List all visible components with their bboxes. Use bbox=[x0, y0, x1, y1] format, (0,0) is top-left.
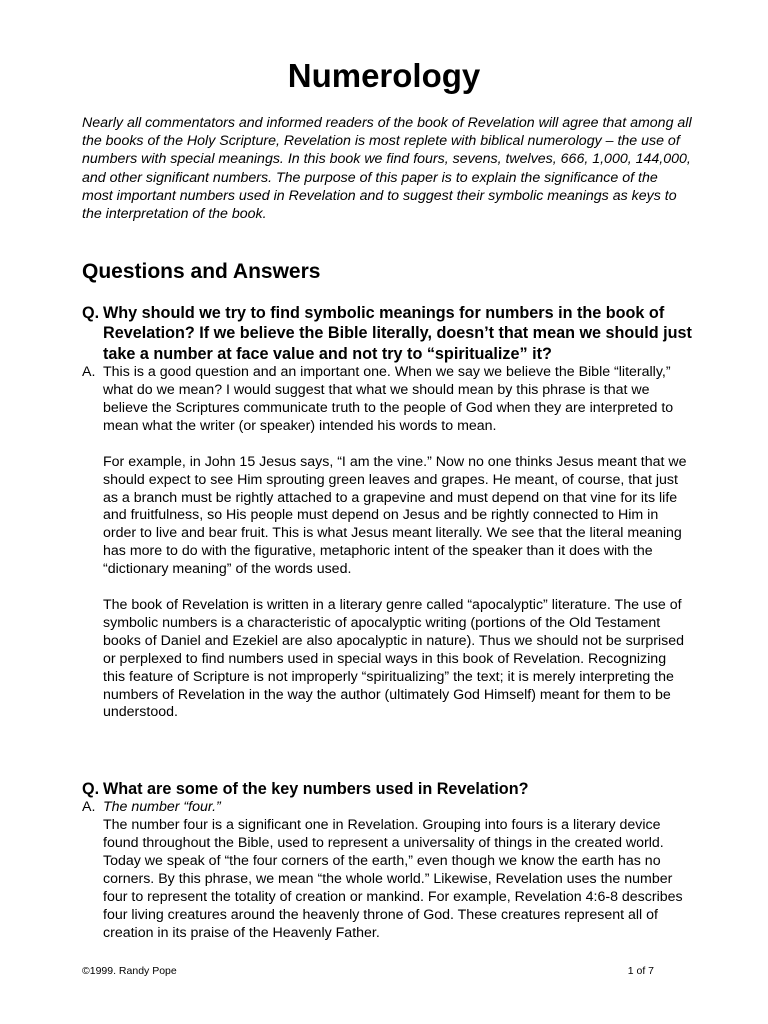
qa-block-1 bbox=[82, 303, 692, 722]
answer-paragraph: The book of Revelation is written in a literary genre called “apocalyptic” literature. The use of symbolic numbers is a characteristic of apocalyptic writing (portions of the Old Testament books of Daniel and Ezekiel are also apocalyptic in nature). Thus we should not be surprised or perplexed to find numbers used in special ways in this book of Revelation. Recognizing this feature of Scripture is not improperly “spiritualizing” the text; it is merely interpreting the numbers of Revelation in the way the author (ultimately God Himself) meant for them to be understood. bbox=[103, 596, 684, 721]
answer-paragraph: For example, in John 15 Jesus says, “I am the vine.” Now no one thinks Jesus meant that we should expect to see Him sprouting green leaves and grapes. He meant, of course, that just as a branch must be rightly attached to a grapevine and must depend on that vine for its life and fruitfulness, so His people must depend on Jesus and be rightly connected to Him in order to live and bear fruit. This is what Jesus meant literally. We see that the literal meaning has more to do with the figurative, metaphoric intent of the speaker than it does with the “dictionary meaning” of the words used. bbox=[103, 453, 687, 578]
footer-page-number: 1 of 7 bbox=[627, 965, 654, 977]
answer-marker: A. bbox=[82, 364, 96, 381]
answer-subheading: The number “four.” bbox=[103, 799, 221, 816]
section-heading: Questions and Answers bbox=[82, 260, 321, 283]
qa-block-2 bbox=[82, 779, 692, 943]
answer-marker: A. bbox=[82, 799, 96, 816]
answer-paragraph: This is a good question and an important one. When we say we believe the Bible “literally,” what do we mean? I would suggest that what we should mean by this phrase is that we believe the Scriptures communicate truth to the people of God when they are interpreted to mean what the writer (or speaker) intended his words to mean. bbox=[103, 364, 674, 434]
answer-row bbox=[82, 364, 692, 722]
answer-row bbox=[82, 799, 692, 942]
question-marker: Q. bbox=[82, 780, 100, 798]
question-marker: Q. bbox=[82, 304, 100, 322]
question-row bbox=[82, 779, 692, 799]
intro-paragraph: Nearly all commentators and informed readers of the book of Revelation will agree that among all the books of the Holy Scripture, Revelation is most replete with biblical numerology – the use of numbers with special meanings. In this book we find fours, sevens, twelves, 666, 1,000, 144,000, and other significant numbers. The purpose of this paper is to explain the significance of the most important numbers used in Revelation and to suggest their symbolic meanings as keys to the interpretation of the book. bbox=[82, 115, 692, 223]
question-text: What are some of the key numbers used in Revelation? bbox=[103, 780, 529, 798]
answer-body bbox=[103, 364, 692, 722]
footer-copyright: ©1999. Randy Pope bbox=[82, 965, 177, 977]
page-title: Numerology bbox=[287, 57, 481, 94]
question-row bbox=[82, 303, 692, 364]
answer-body bbox=[103, 799, 692, 942]
answer-paragraph: The number four is a significant one in Revelation. Grouping into fours is a literary device found throughout the Bible, used to represent a universality of things in the created world. Today we speak of “the four corners of the earth,” even though we know the earth has no corners. By this phrase, we mean “the whole world.” Likewise, Revelation uses the number four to represent the totality of creation or mankind. For example, Revelation 4:6-8 describes four living creatures around the heavenly throne of God. These creatures represent all of creation in its praise of the Heavenly Father. bbox=[103, 817, 683, 941]
question-text: Why should we try to find symbolic meanings for numbers in the book of Revelation? If we believe the Bible literally, doesn’t that mean we should just take a number at face value and not try to “spiritualize” it? bbox=[103, 304, 692, 363]
